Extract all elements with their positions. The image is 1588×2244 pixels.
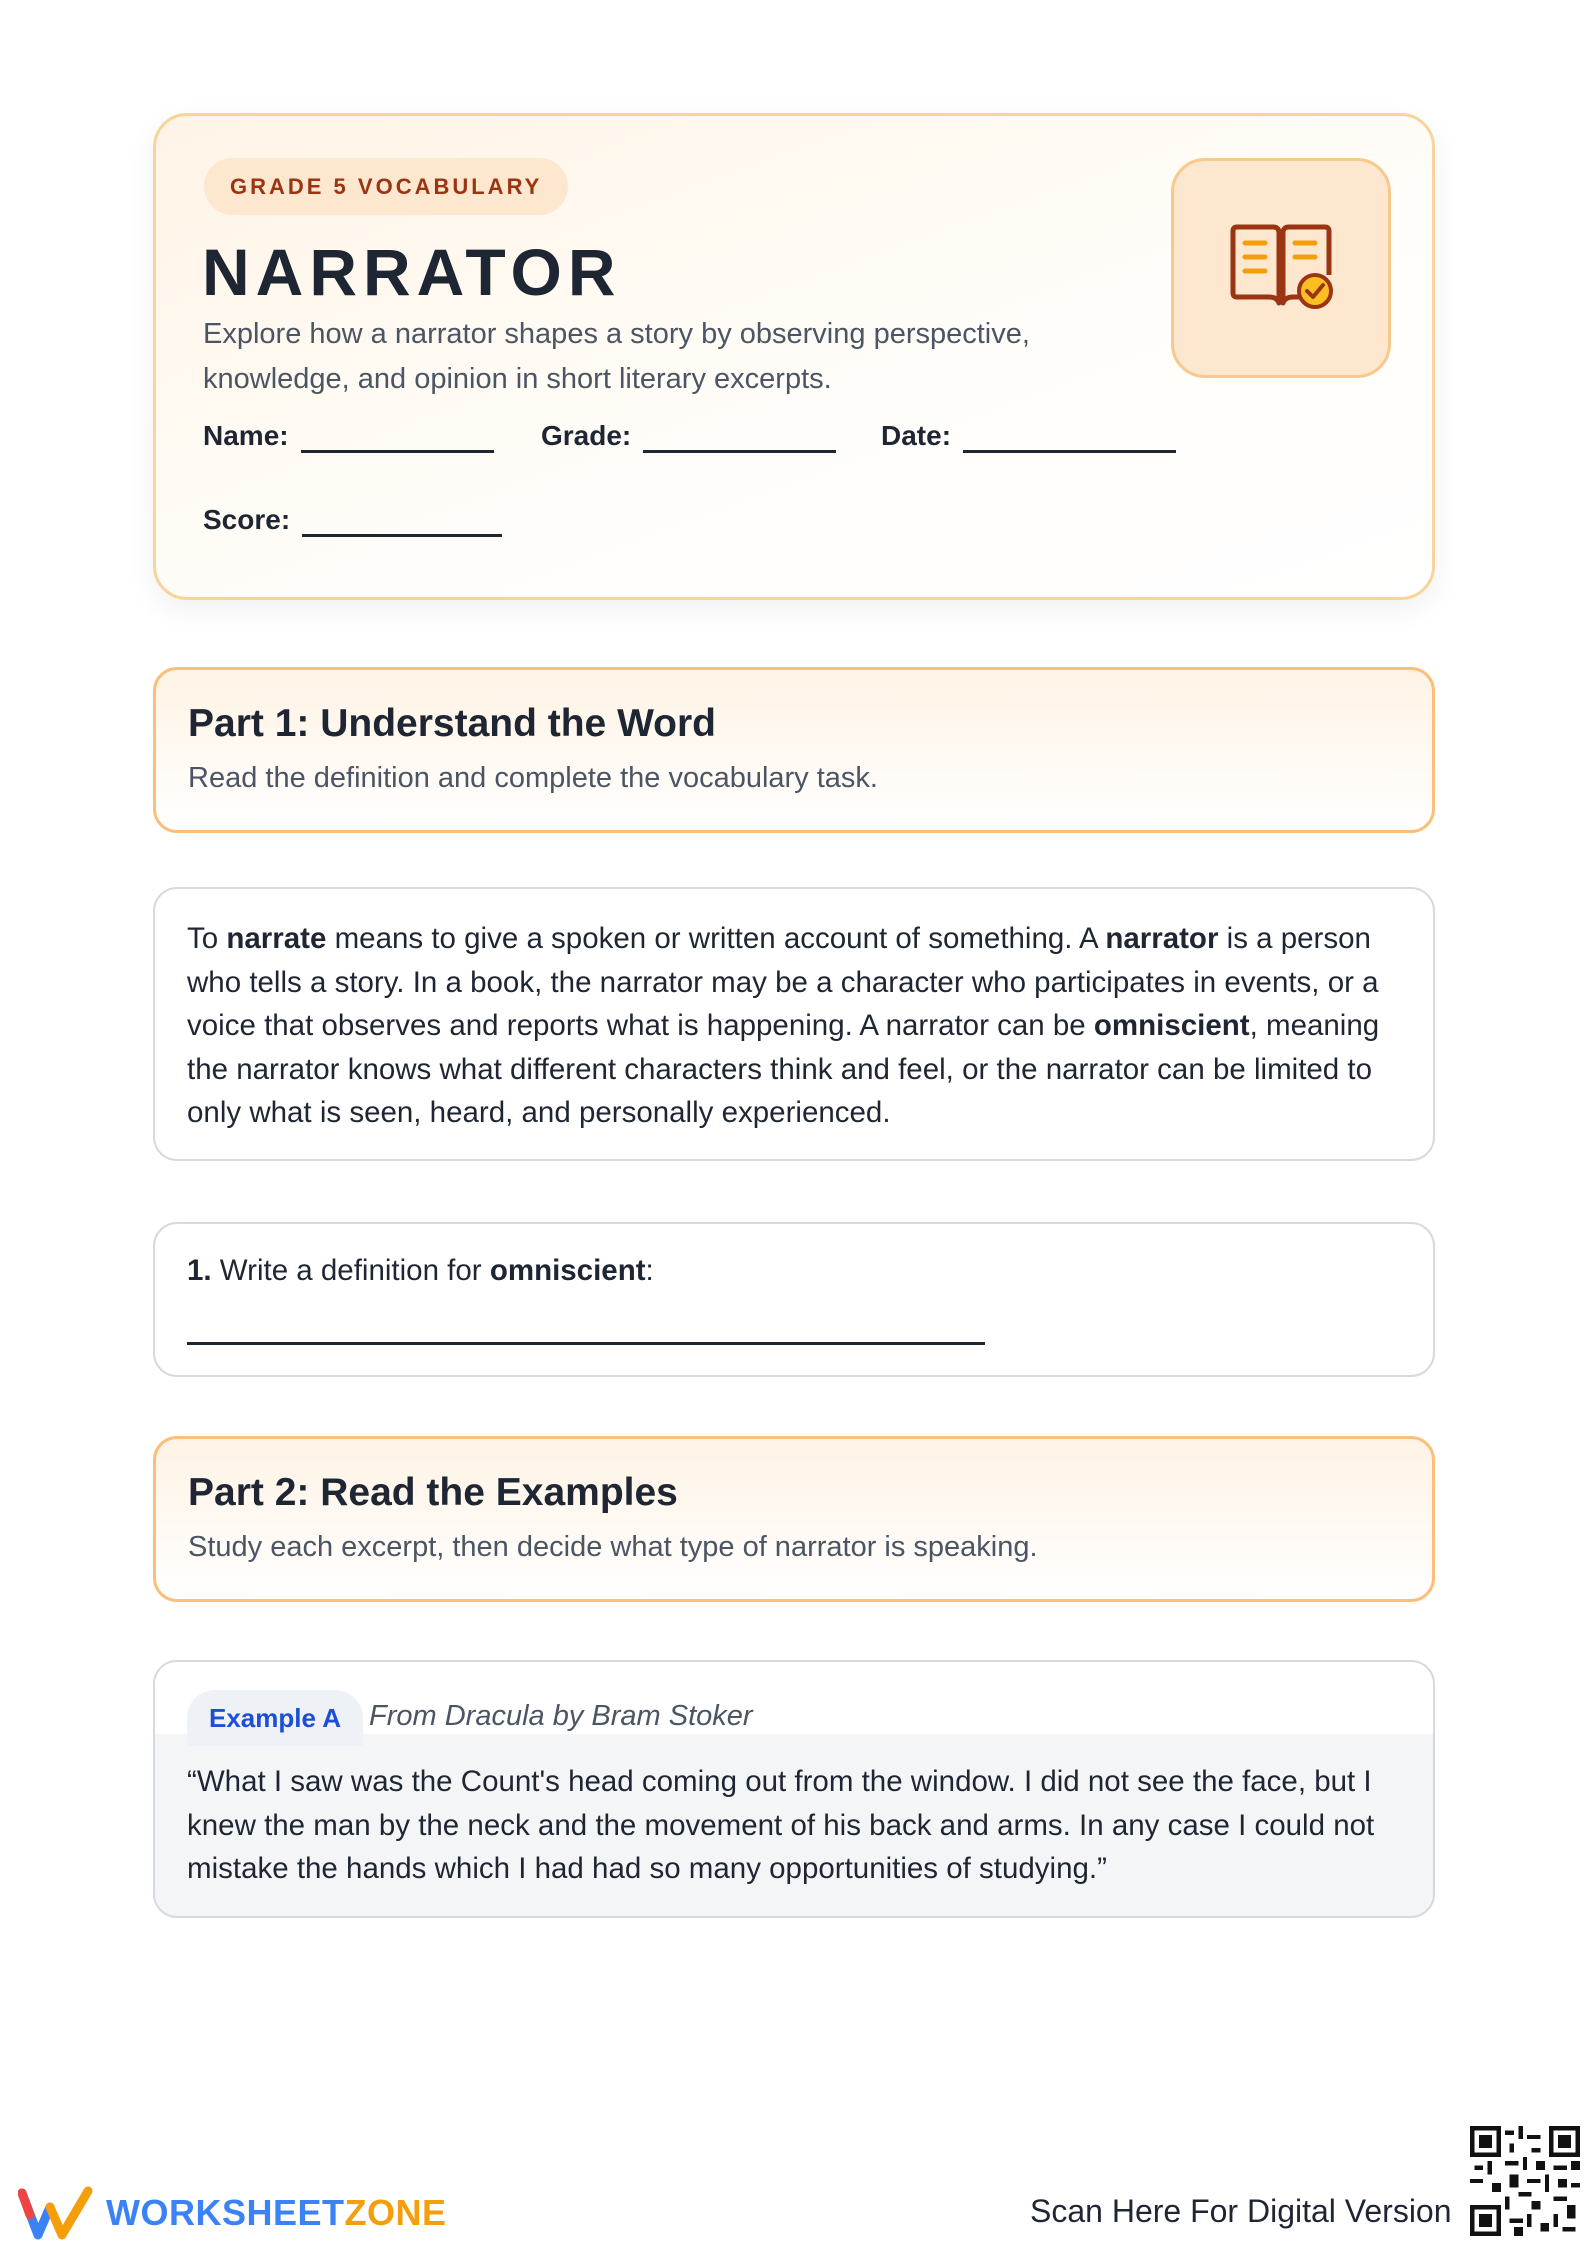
- open-book-with-check-icon: [1225, 223, 1337, 313]
- grade-field[interactable]: [541, 416, 836, 453]
- icon-box: [1171, 158, 1391, 378]
- score-field[interactable]: [203, 500, 502, 537]
- part2-header: [153, 1436, 1435, 1602]
- grade-badge: GRADE 5 VOCABULARY: [204, 158, 568, 215]
- question-number: 1.: [187, 1254, 212, 1287]
- question-1-answer-line[interactable]: [187, 1342, 985, 1345]
- example-a-card: [153, 1660, 1435, 1918]
- part1-header: [153, 667, 1435, 833]
- definition-text: To narrate means to give a spoken or written account of something. A narrator is a person who tells a story. In a book, the narrator may be a character who participates in events, or a voice that observes and reports what is happening. A narrator can be omniscient, meaning the narrator knows what different characters think and feel, or the narrator can be limited to only what is seen, heard, and personally experienced.: [187, 922, 1380, 1129]
- example-a-quote: “What I saw was the Count's head coming out from the window. I did not see the face, but I knew the man by the neck and the movement of his back and arms. In any case I could not mistake the hands which I had had so many opportunities of studying.”: [187, 1765, 1375, 1885]
- date-line[interactable]: [963, 416, 1176, 453]
- score-label: Score:: [203, 504, 291, 535]
- date-label: Date:: [881, 420, 952, 451]
- question-1-card: [153, 1222, 1435, 1377]
- term-narrator: narrator: [1105, 922, 1219, 955]
- example-a-source: From Dracula by Bram Stoker: [369, 1700, 753, 1732]
- definition-card: [153, 887, 1435, 1161]
- page-subtitle: Explore how a narrator shapes a story by observing perspective, knowledge, and opinion in short literary excerpts.: [203, 318, 1030, 395]
- example-a-tag: Example A: [187, 1690, 363, 1746]
- name-line[interactable]: [301, 416, 494, 453]
- qr-code-icon[interactable]: [1470, 2126, 1580, 2236]
- part1-title: Part 1: Understand the Word: [188, 702, 717, 745]
- part2-title: Part 2: Read the Examples: [188, 1471, 678, 1514]
- page-title: NARRATOR: [202, 235, 622, 309]
- grade-line[interactable]: [643, 416, 836, 453]
- logo-mark-icon: [18, 2185, 94, 2241]
- part1-instruction: Read the definition and complete the vocabulary task.: [188, 762, 878, 794]
- term-narrate: narrate: [226, 922, 327, 955]
- date-field[interactable]: [881, 416, 1176, 453]
- header-card: [153, 113, 1435, 600]
- scan-text: Scan Here For Digital Version: [1030, 2193, 1452, 2229]
- part2-instruction: Study each excerpt, then decide what type of narrator is speaking.: [188, 1531, 1038, 1563]
- question-1-prompt: 1. Write a definition for omniscient:: [187, 1254, 654, 1287]
- score-line[interactable]: [302, 500, 502, 537]
- grade-label: Grade:: [541, 420, 632, 451]
- term-omniscient: omniscient: [1093, 1009, 1250, 1042]
- worksheetzone-logo[interactable]: [18, 2185, 447, 2241]
- name-field[interactable]: [203, 416, 494, 453]
- logo-text: WORKSHEETZONE: [106, 2192, 447, 2233]
- name-label: Name:: [203, 420, 289, 451]
